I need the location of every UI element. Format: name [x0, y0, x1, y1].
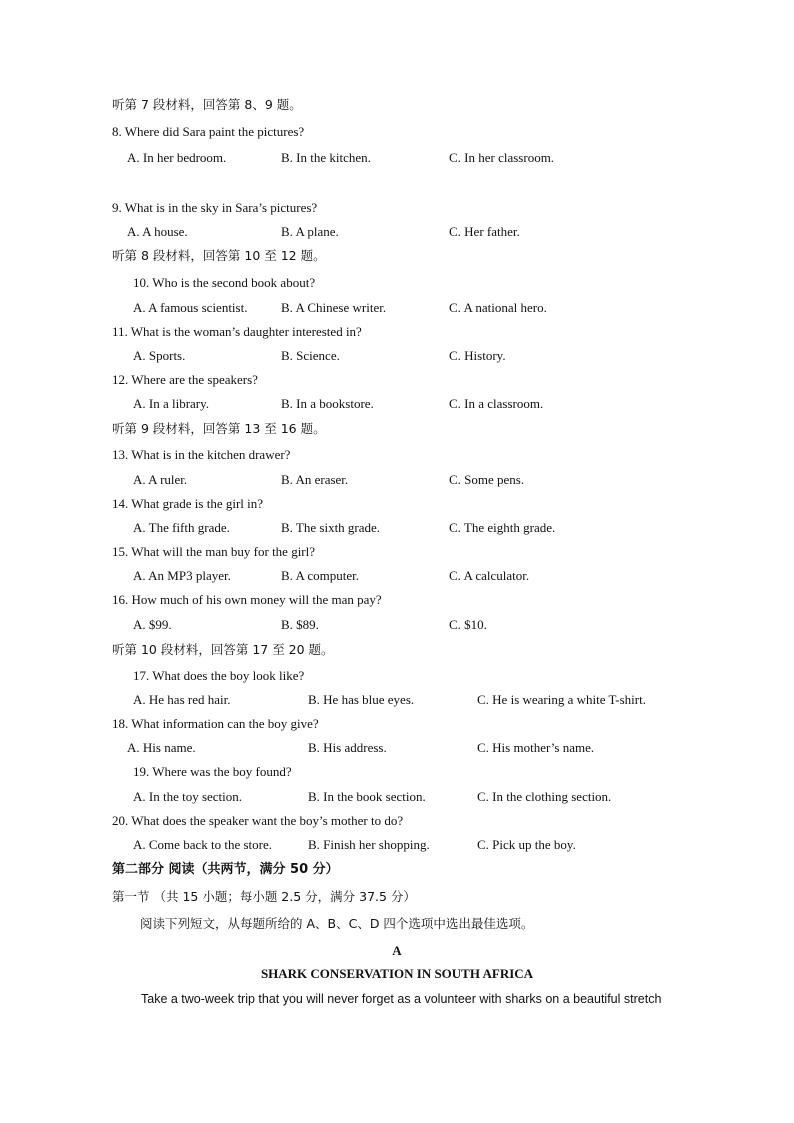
- option-10a: A. A famous scientist.: [133, 300, 248, 315]
- passage-title: SHARK CONSERVATION IN SOUTH AFRICA: [260, 966, 534, 981]
- option-17b: B. He has blue eyes.: [308, 692, 415, 707]
- option-16c: C. $10.: [449, 617, 487, 632]
- option-13c: C. Some pens.: [449, 472, 525, 487]
- question-15: 15. What will the man buy for the girl?: [112, 544, 316, 559]
- option-9c: C. Her father.: [449, 224, 520, 239]
- question-20: 20. What does the speaker want the boy’s mother to do?: [112, 813, 404, 828]
- option-8a: A. In her bedroom.: [127, 150, 227, 165]
- section-one-subtitle: 第一节 （共 15 小题；每小题 2.5 分，满分 37.5 分）: [112, 889, 416, 904]
- option-14b: B. The sixth grade.: [281, 520, 381, 535]
- option-18b: B. His address.: [308, 740, 387, 755]
- option-17a: A. He has red hair.: [133, 692, 231, 707]
- question-9: 9. What is in the sky in Sara’s pictures?: [112, 200, 318, 215]
- option-15c: C. A calculator.: [449, 568, 530, 583]
- section-heading-9: 听第 9 段材料，回答第 13 至 16 题。: [112, 421, 326, 436]
- option-16a: A. $99.: [133, 617, 172, 632]
- question-12: 12. Where are the speakers?: [112, 372, 258, 387]
- option-8b: B. In the kitchen.: [281, 150, 371, 165]
- option-9b: B. A plane.: [281, 224, 339, 239]
- option-13a: A. A ruler.: [133, 472, 188, 487]
- option-8c: C. In her classroom.: [449, 150, 555, 165]
- part-two-title: 第二部分 阅读（共两节，满分 50 分）: [112, 862, 339, 877]
- passage-first-line: Take a two-week trip that you will never forget as a volunteer with sharks on a beautiful stretch: [141, 992, 662, 1006]
- option-17c: C. He is wearing a white T-shirt.: [477, 692, 646, 707]
- question-13: 13. What is in the kitchen drawer?: [112, 447, 291, 462]
- question-11: 11. What is the woman’s daughter interested in?: [112, 324, 362, 339]
- option-15b: B. A computer.: [281, 568, 359, 583]
- option-12a: A. In a library.: [133, 396, 210, 411]
- option-12b: B. In a bookstore.: [281, 396, 374, 411]
- question-8: 8. Where did Sara paint the pictures?: [112, 124, 305, 139]
- option-16b: B. $89.: [281, 617, 319, 632]
- option-15a: A. An MP3 player.: [133, 568, 231, 583]
- option-20b: B. Finish her shopping.: [308, 837, 430, 852]
- option-14a: A. The fifth grade.: [133, 520, 230, 535]
- option-11c: C. History.: [449, 348, 506, 363]
- question-10: 10. Who is the second book about?: [133, 275, 316, 290]
- question-18: 18. What information can the boy give?: [112, 716, 319, 731]
- option-12c: C. In a classroom.: [449, 396, 544, 411]
- option-14c: C. The eighth grade.: [449, 520, 556, 535]
- question-16: 16. How much of his own money will the man pay?: [112, 592, 382, 607]
- option-18c: C. His mother’s name.: [477, 740, 595, 755]
- section-heading-7: 听第 7 段材料，回答第 8、9 题。: [112, 97, 302, 112]
- question-17: 17. What does the boy look like?: [133, 668, 305, 683]
- option-19c: C. In the clothing section.: [477, 789, 612, 804]
- option-9a: A. A house.: [127, 224, 188, 239]
- question-19: 19. Where was the boy found?: [133, 764, 292, 779]
- reading-instruction: 阅读下列短文，从每题所给的 A、B、C、D 四个选项中选出最佳选项。: [140, 916, 534, 931]
- option-20c: C. Pick up the boy.: [477, 837, 576, 852]
- section-heading-8: 听第 8 段材料，回答第 10 至 12 题。: [112, 248, 326, 263]
- option-13b: B. An eraser.: [281, 472, 349, 487]
- passage-letter: A: [392, 943, 402, 958]
- option-11b: B. Science.: [281, 348, 340, 363]
- option-20a: A. Come back to the store.: [133, 837, 272, 852]
- option-10c: C. A national hero.: [449, 300, 547, 315]
- question-14: 14. What grade is the girl in?: [112, 496, 264, 511]
- option-19b: B. In the book section.: [308, 789, 426, 804]
- option-10b: B. A Chinese writer.: [281, 300, 387, 315]
- option-19a: A. In the toy section.: [133, 789, 243, 804]
- section-heading-10: 听第 10 段材料，回答第 17 至 20 题。: [112, 642, 334, 657]
- option-18a: A. His name.: [127, 740, 196, 755]
- option-11a: A. Sports.: [133, 348, 186, 363]
